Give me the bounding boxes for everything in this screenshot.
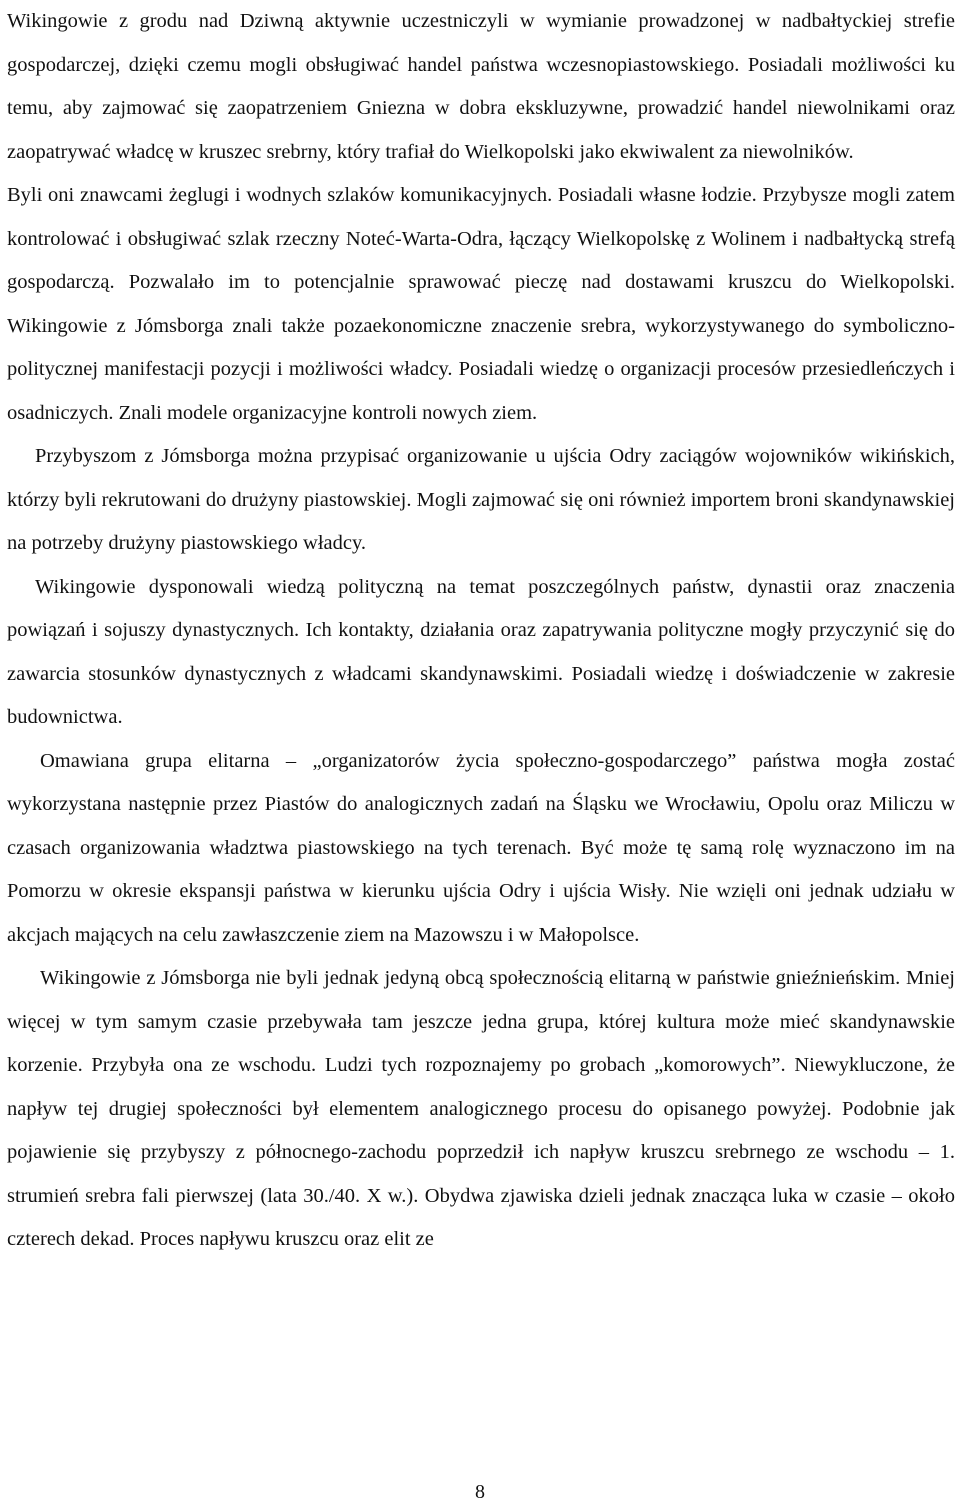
document-body [7, 0, 955, 1262]
paragraph-znawcy-zeglugi: Byli oni znawcami żeglugi i wodnych szlaków komunikacyjnych. Posiadali własne łodzie. Przybysze mogli zatem kontrolować i obsługiwać szlak rzeczny Noteć-Warta-Odra, łączący Wielkopolskę z Wolinem i nadbałtycką strefą gospodarczą. Pozwalało im to potencjalnie sprawować pieczę nad dostawami kruszcu do Wielkopolski. Wikingowie z Jómsborga znali także pozaekonomiczne znaczenie srebra, wykorzystywanego do symboliczno-politycznej manifestacji pozycji i możliwości władcy. Posiadali wiedzę o organizacji procesów przesiedleńczych i osadniczych. Znali modele organizacyjne kontroli nowych ziem. [7, 184, 955, 424]
paragraph-wikingowie-dziwna: Wikingowie z grodu nad Dziwną aktywnie uczestniczyli w wymianie prowadzonej w nadbałtyckiej strefie gospodarczej, dzięki czemu mogli obsługiwać handel państwa wczesnopiastowskiego. Posiadali możliwości ku temu, aby zajmować się zaopatrzeniem Gniezna w dobra ekskluzywne, prowadzić handel niewolnikami oraz zaopatrywać władcę w kruszec srebrny, który trafiał do Wielkopolski jako ekwiwalent za niewolników. [7, 10, 955, 163]
page-number: 8 [475, 1481, 485, 1503]
paragraph-grupa-elitarna: Omawiana grupa elitarna – „organizatorów życia społeczno-gospodarczego” państwa mogła zostać wykorzystana następnie przez Piastów do analogicznych zadań na Śląsku we Wrocławiu, Opolu oraz Miliczu w czasach organizowania władztwa piastowskiego na tych terenach. Być może tę samą rolę wyznaczono im na Pomorzu w okresie ekspansji państwa w kierunku ujścia Odry i ujścia Wisły. Nie wzięli oni jednak udziału w akcjach mających na celu zawłaszczenie ziem na Mazowszu i w Małopolsce. [7, 749, 955, 946]
paragraph-wiedza-polityczna: Wikingowie dysponowali wiedzą polityczną na temat poszczególnych państw, dynastii oraz znaczenia powiązań i sojuszy dynastycznych. Ich kontakty, działania oraz zapatrywania polityczne mogły przyczynić się do zawarcia stosunków dynastycznych z władcami skandynawskimi. Posiadali wiedzę i doświadczenie w zakresie budownictwa. [7, 575, 955, 728]
paragraph-groby-komorowe: Wikingowie z Jómsborga nie byli jednak jedyną obcą społecznością elitarną w państwie gnieźnieńskim. Mniej więcej w tym samym czasie przebywała tam jeszcze jedna grupa, której kultura może mieć skandynawskie korzenie. Przybyła ona ze wschodu. Ludzi tych rozpoznajemy po grobach „komorowych”. Niewykluczone, że napływ tej drugiej społeczności był elementem analogicznego procesu do opisanego powyżej. Podobnie jak pojawienie się przybyszy z północnego-zachodu poprzedził ich napływ kruszcu srebrnego ze wschodu – 1. strumień srebra fali pierwszej (lata 30./40. X w.). Obydwa zjawiska dzieli jednak znacząca luka w czasie – około czterech dekad. Proces napływu kruszcu oraz elit ze [7, 967, 955, 1250]
paragraph-przybysze-jomsborg: Przybyszom z Jómsborga można przypisać organizowanie u ujścia Odry zaciągów wojowników wikińskich, którzy byli rekrutowani do drużyny piastowskiej. Mogli zajmować się oni również importem broni skandynawskiej na potrzeby drużyny piastowskiego władcy. [7, 445, 955, 554]
